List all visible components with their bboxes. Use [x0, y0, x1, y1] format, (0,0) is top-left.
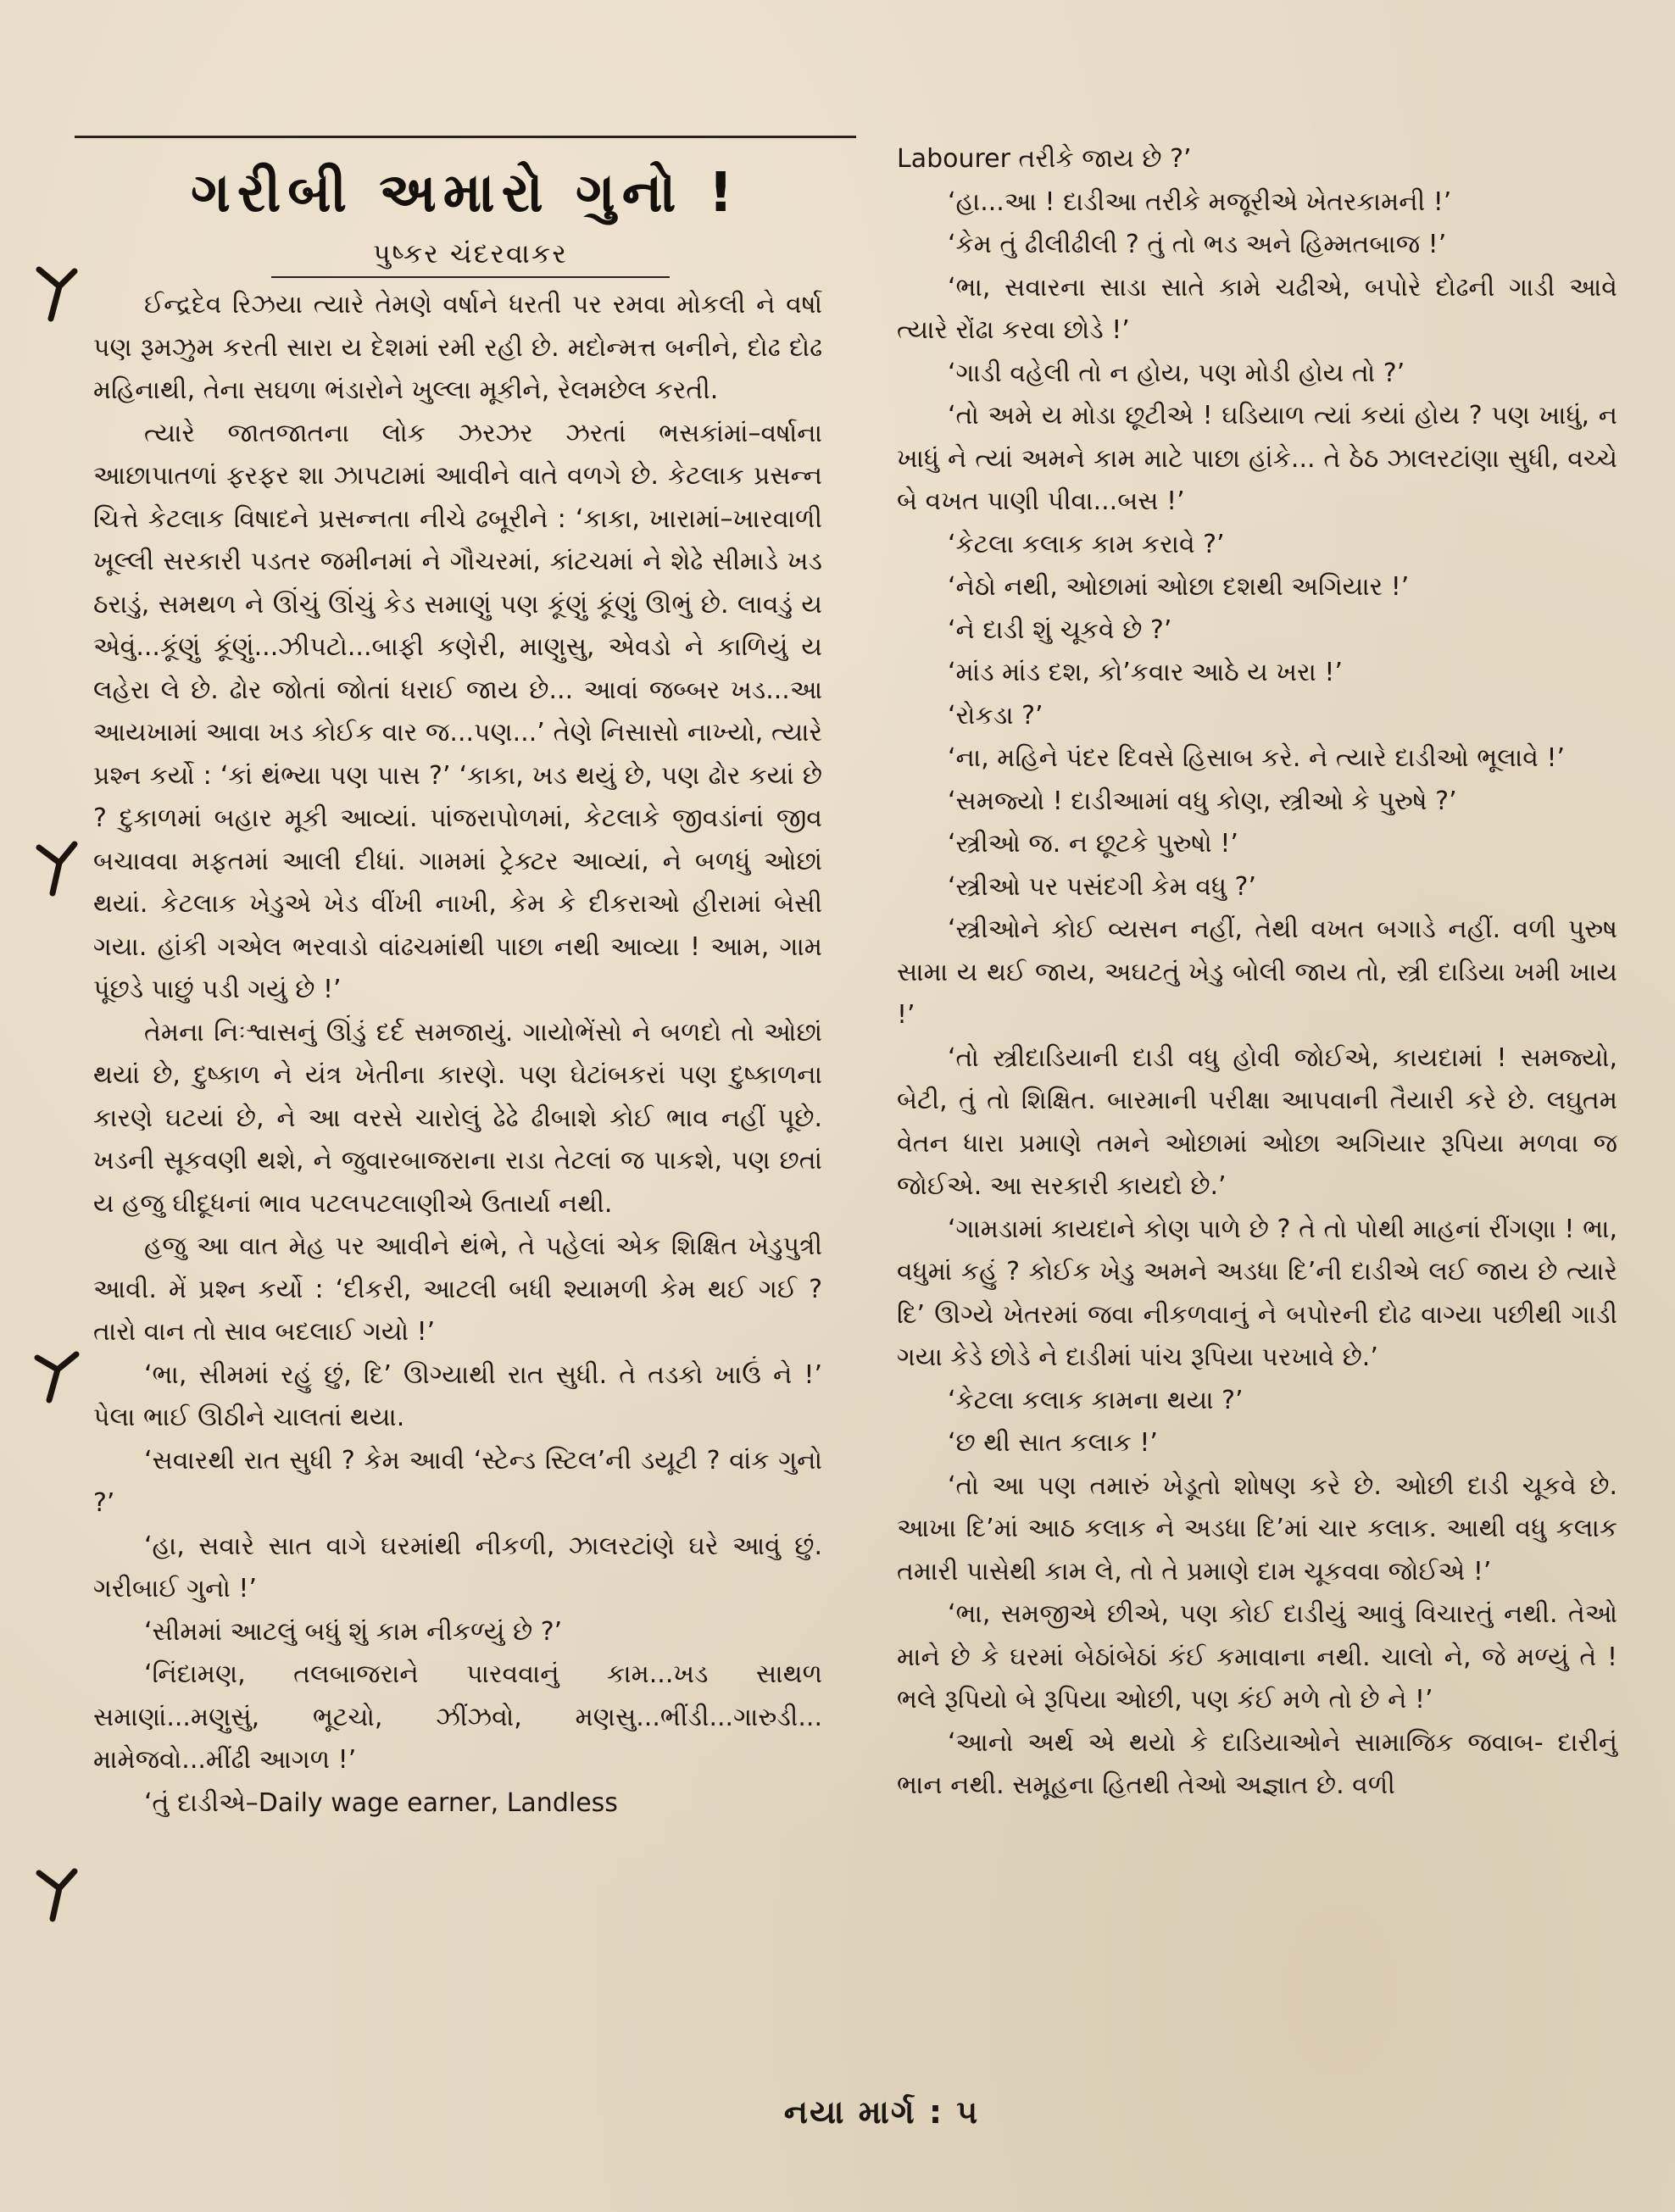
- paragraph: ‘છ થી સાત કલાક !’: [948, 1428, 1158, 1458]
- paragraph: તેમના નિઃશ્વાસનું ઊંડું દર્દ સમજાયું. ગાયોભેંસો ને બળદો તો ઓછાં થયાં છે, દુષ્કાળ ને યંત્ર ખેતીના કારણે. પણ ઘેટાંબકરાં પણ દુષ્કાળના કારણે ઘટયાં છે, ને આ વરસે ચારોલું ઢેઢે ઢીબાશે કોઈ ભાવ નહીં પૂછે. ખડની સૂકવણી થશે, ને જુવારબાજરાના રાડા તેટલાં જ પાકશે, પણ છતાં ય હજુ ઘીદૂધનાં ભાવ પટલપટલાણીએ ઉતાર્યા નથી.: [93, 1017, 822, 1219]
- paragraph: ‘નેઠો નથી, ઓછામાં ઓછા દશથી અગિયાર !’: [948, 572, 1410, 602]
- paragraph: ‘ભા, સીમમાં રહું છું, દિ’ ઊગ્યાથી રાત સુધી. તે તડકો ખાઉં ને !’ પેલા ભાઈ ઊઠીને ચાલતાં થયા.: [93, 1359, 822, 1432]
- paragraph: ‘કેટલા કલાક કામના થયા ?’: [948, 1385, 1244, 1415]
- paragraph: ઈન્દ્રદેવ રિઝયા ત્યારે તેમણે વર્ષાને ધરતી પર રમવા મોકલી ને વર્ષા પણ રૂમઝુમ કરતી સારા ય દેશમાં રમી રહી છે. મદોન્મત્ત બનીને, દોઢ દોઢ મહિનાથી, તેના સઘળા ભંડારોને ખુલ્લા મૂકીને, રેલમછેલ કરતી.: [93, 290, 822, 405]
- paragraph: ‘કેટલા કલાક કામ કરાવે ?’: [948, 529, 1225, 559]
- paragraph: ‘આનો અર્થ એ થયો કે દાડિયાઓને સામાજિક જવાબ- દારીનું ભાન નથી. સમૂહના હિતથી તેઓ અજ્ઞાત છે. વળી: [897, 1727, 1617, 1800]
- right-column: [897, 138, 1617, 1808]
- paragraph: ‘ગામડામાં કાયદાને કોણ પાળે છે ? તે તો પોથી માહનાં રીંગણા ! ભા, વધુમાં કહું ? કોઈક ખેડુ અમને અડધા દિ’ની દાડીએ લઈ જાય છે ત્યારે દિ’ ઊગ્યે ખેતરમાં જવા નીકળવાનું ને બપોરની દોઢ વાગ્યા પછીથી ગાડી ગયા કેડે છોડે ને દાડીમાં પાંચ રૂપિયા પરખાવે છે.’: [897, 1214, 1617, 1372]
- paragraph: ‘સ્ત્રીઓને કોઈ વ્યસન નહીં, તેથી વખત બગાડે નહીં. વળી પુરુષ સામા ય થઈ જાય, અઘટતું ખેડુ બોલી જાય તો, સ્ત્રી દાડિયા ખમી ખાય !’: [897, 914, 1617, 1030]
- title-top-rule: [75, 136, 856, 138]
- article-title: ગરીબી અમારો ગુનો !: [191, 162, 740, 225]
- page-footer: નયા માર્ગ : ૫: [783, 2093, 980, 2131]
- binding-hole-mark: [34, 1865, 80, 1924]
- paragraph: ‘કેમ તું ઢીલીઢીલી ? તું તો ભડ અને હિમ્મતબાજ !’: [948, 230, 1447, 259]
- paragraph: ‘સવારથી રાત સુધી ? કેમ આવી ‘સ્ટેન્ડ સ્ટિલ’ની ડયૂટી ? વાંક ગુનો ?’: [93, 1445, 822, 1518]
- binding-hole-mark: [34, 1348, 80, 1407]
- left-column: [93, 284, 822, 1825]
- paragraph: ‘હા...આ ! દાડીઆ તરીકે મજૂરીએ ખેતરકામની !’: [948, 186, 1452, 217]
- paragraph: ‘નિંદામણ, તલબાજરાને પારવવાનું કામ...ખડ સાથળ સમાણાં...મણુસું, ભૂટચો, ઝીંઝવો, મણસુ...ભીંડી...ગારુડી... મામેજવો...મીંઢી આગળ !’: [93, 1659, 822, 1775]
- paragraph: ‘ભા, સવારના સાડા સાતે કામે ચઢીએ, બપોરે દોઢની ગાડી આવે ત્યારે રોંઢા કરવા છોડે !’: [897, 272, 1617, 345]
- paragraph: ‘સમજ્યો ! દાડીઆમાં વધુ કોણ, સ્ત્રીઓ કે પુરુષે ?’: [948, 786, 1457, 816]
- paragraph: Labourer તરીકે જાય છે ?’: [897, 144, 1192, 174]
- paragraph: ‘સીમમાં આટલું બધું શું કામ નીકળ્યું છે ?’: [144, 1616, 563, 1647]
- paragraph: હજુ આ વાત મેહ પર આવીને થંભે, તે પહેલાં એક શિક્ષિત ખેડુપુત્રી આવી. મેં પ્રશ્ન કર્યો : ‘દીકરી, આટલી બધી શ્યામળી કેમ થઈ ગઈ ? તારો વાન તો સાવ બદલાઈ ગયો !’: [93, 1231, 822, 1347]
- binding-hole-mark: [34, 839, 80, 898]
- paragraph: ‘ના, મહિને પંદર દિવસે હિસાબ કરે. ને ત્યારે દાડીઓ ભૂલાવે !’: [948, 743, 1566, 773]
- paragraph: ‘હા, સવારે સાત વાગે ઘરમાંથી નીકળી, ઝાલરટાંણે ઘરે આવું છું. ગરીબાઈ ગુનો !’: [93, 1531, 822, 1603]
- paragraph: ‘તો સ્ત્રીદાડિયાની દાડી વધુ હોવી જોઈએ, કાયદામાં ! સમજ્યો, બેટી, તું તો શિક્ષિત. બારમાની પરીક્ષા આપવાની તૈયારી કરે છે. લઘુતમ વેતન ધારા પ્રમાણે તમને ઓછામાં ઓછા અગિયાર રૂપિયા મળવા જ જોઈએ. આ સરકારી કાયદો છે.’: [897, 1042, 1617, 1201]
- paragraph: ‘ને દાડી શું ચૂકવે છે ?’: [948, 614, 1172, 645]
- binding-hole-mark: [34, 263, 80, 322]
- paragraph: ‘સ્ત્રીઓ જ. ન છૂટકે પુરુષો !’: [948, 829, 1238, 859]
- paragraph: ‘માંડ માંડ દશ, કો’કવાર આઠે ય ખરા !’: [948, 658, 1343, 687]
- paragraph: ત્યારે જાતજાતના લોક ઝરઝર ઝરતાં ભસકાંમાં–વર્ષાના આછાપાતળાં ફરફર શા ઝાપટામાં આવીને વાતે વળગે છે. કેટલાક પ્રસન્ન ચિત્તે કેટલાક વિષાદને પ્રસન્નતા નીચે ઢબૂરીને : ‘કાકા, ખારામાં–ખારવાળી ખૂલ્લી સરકારી પડતર જમીનમાં ને ગૌચરમાં, કાંટચમાં ને શેઢે સીમાડે ખડ ઠરાડું, સમથળ ને ઊંચું ઊંચું કેડ સમાણું પણ કૂંણું કૂંણું ઊભું છે. લાવડું ય એવું...કૂંણું કૂંણું...ઝીપટો...બાફી કણેરી, માણુસુ, એવડો ને કાળિયું ય લહેરા લે છે. ઢોર જોતાં જોતાં ધરાઈ જાય છે... આવાં જબ્બર ખડ...આ આયખામાં આવા ખડ કોઈક વાર જ...પણ...’ તેણે નિસાસો નાખ્યો, ત્યારે પ્રશ્ન કર્યો : ‘કાં થંભ્યા પણ પાસ ?’ ‘કાકા, ખડ થયું છે, પણ ઢોર કયાં છે ? દુકાળમાં બહાર મૂકી આવ્યાં. પાંજરાપોળમાં, કેટલાકે જીવડાંનાં જીવ બચાવવા મફતમાં આલી દીધાં. ગામમાં ટ્રેક્ટર આવ્યાં, ને બળધું ઓછાં થયાં. કેટલાક ખેડુએ ખેડ વીંખી નાખી, કેમ કે દીકરાઓ હીરામાં બેસી ગયા. હાંકી ગએલ ભરવાડો વાંઢચમાંથી પાછા નથી આવ્યા ! આમ, ગામ પૂંછડે પાછું પડી ગયું છે !’: [93, 418, 822, 1004]
- paragraph: ‘ભા, સમજીએ છીએ, પણ કોઈ દાડીયું આવું વિચારતું નથી. તેઓ માને છે કે ઘરમાં બેઠાંબેઠાં કંઈ કમાવાના નથી. ચાલો ને, જે મળ્યું તે ! ભલે રૂપિયો બે રૂપિયા ઓછી, પણ કંઈ મળે તો છે ને !’: [897, 1599, 1617, 1715]
- paragraph: ‘રોકડા ?’: [948, 700, 1043, 731]
- author-byline: પુષ્કર ચંદરવાકર: [271, 234, 670, 278]
- paragraph: ‘તું દાડીએ–Daily wage earner, Landless: [144, 1787, 618, 1818]
- paragraph: ‘ગાડી વહેલી તો ન હોય, પણ મોડી હોય તો ?’: [948, 358, 1405, 388]
- paragraph: ‘તો આ પણ તમારું ખેડૂતો શોષણ કરે છે. ઓછી દાડી ચૂકવે છે. આખા દિ’માં આઠ કલાક ને અડધા દિ’માં ચાર કલાક. આથી વધુ કલાક તમારી પાસેથી કામ લે, તો તે પ્રમાણે દામ ચૂકવવા જોઈએ !’: [897, 1470, 1617, 1587]
- paragraph: ‘તો અમે ય મોડા છૂટીએ ! ઘડિયાળ ત્યાં કયાં હોય ? પણ ખાધું, ન ખાધું ને ત્યાં અમને કામ માટે પાછા હાંકે... તે ઠેઠ ઝાલરટાંણા સુધી, વચ્ચે બે વખત પાણી પીવા...બસ !’: [897, 401, 1617, 516]
- paragraph: ‘સ્ત્રીઓ પર પસંદગી કેમ વધુ ?’: [948, 871, 1257, 902]
